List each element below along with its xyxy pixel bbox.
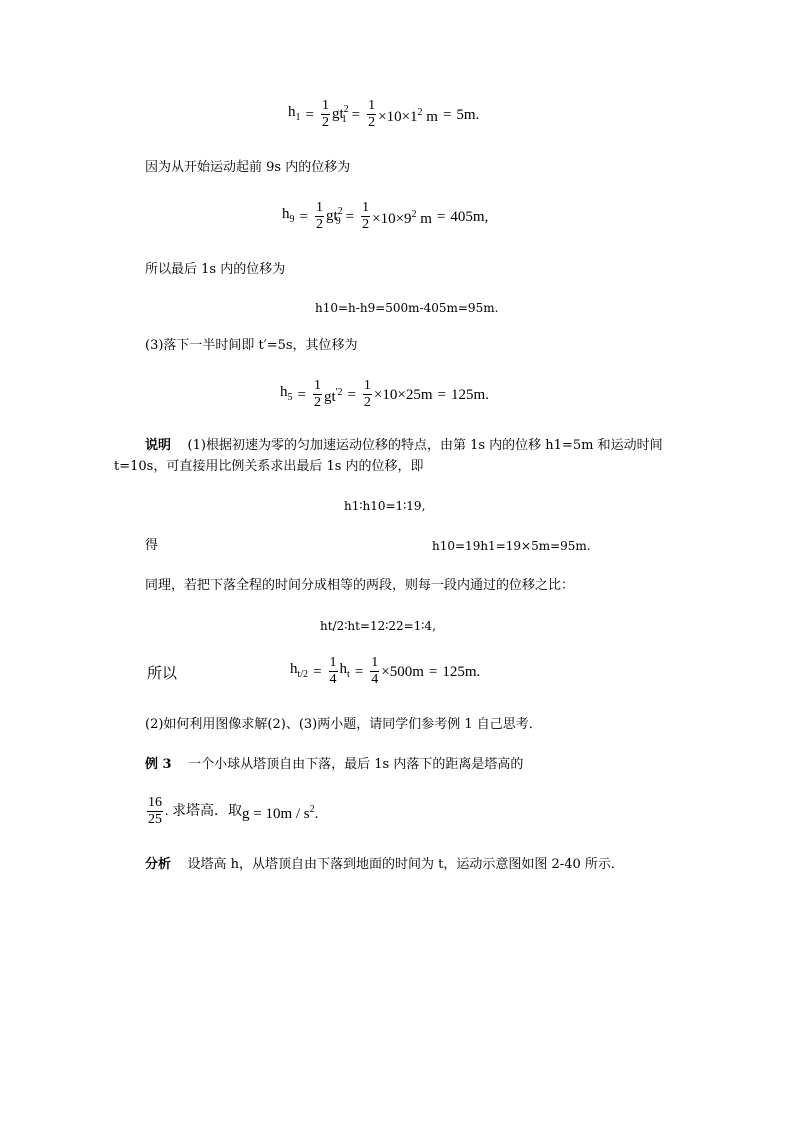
equation-h5 (280, 378, 489, 411)
fraction: $\frac{1}{2}$ (313, 378, 321, 410)
fraction: $\frac{1}{2}$ (362, 200, 370, 232)
ratio-ht: ht/2∶ht=12∶22=1∶4, (320, 619, 436, 633)
eq5-term: $h_t$ (339, 660, 350, 680)
equals-sign: = (297, 386, 306, 403)
eq4-mult: ×10×25m (373, 386, 433, 403)
fraction: $\frac{1}{2}$ (321, 98, 329, 130)
equation-h1 (288, 98, 479, 131)
equals-sign: = (428, 663, 438, 680)
fraction: $\frac{1}{4}$ (371, 655, 379, 687)
example-3-fraction-line (145, 795, 318, 828)
gravity-value: $g = 10m / s^2$. (242, 803, 319, 822)
equation-h10: h10=h-h9=500m-405m=95m. (315, 301, 499, 315)
fraction: $\frac{1}{2}$ (363, 378, 371, 410)
analysis-label: 分析 (145, 857, 172, 872)
eq1-lhs: $h_1$ (288, 103, 301, 123)
suoyi-label: 所以 (147, 664, 178, 682)
equals-sign: = (347, 386, 356, 403)
eq4-term: $gt^{'2}$ (323, 386, 343, 405)
eq2-mult: $\times 10\times 9^2$ m (372, 208, 432, 227)
analysis-line (145, 857, 624, 873)
paragraph-p3: (3)落下一半时间即 t′=5s，其位移为 (145, 338, 358, 353)
equation-h9 (282, 200, 488, 233)
ratio-h1-h10: h1∶h10=1∶19, (344, 499, 426, 513)
eq1-term: $gt^2_1$ (331, 103, 349, 125)
analysis-text: 设塔高 h，从塔顶自由下落到地面的时间为 t，运动示意图如图 2-40 所示． (187, 857, 624, 872)
fraction: $\frac{16}{25}$ (148, 795, 162, 827)
eq5-result: 125m. (442, 663, 481, 680)
equals-sign: = (436, 208, 446, 225)
note-line-1 (145, 438, 663, 454)
paragraph-p2: 所以最后 1s 内的位移为 (145, 262, 286, 277)
note-text-1: (1)根据初速为零的匀加速运动位移的特点，由第 1s 内的位移 h1=5m 和运动时间 (187, 438, 663, 453)
eq2-result: 405m, (450, 208, 489, 225)
equals-sign: = (313, 663, 322, 680)
equals-sign: = (442, 106, 452, 123)
eq1-result: 5m. (456, 106, 480, 123)
eq5-lhs: $h_{t/2}$ (290, 660, 309, 680)
ratio-result: h10=19h1=19×5m=95m. (432, 539, 591, 553)
eq2-lhs: $h_9$ (282, 205, 295, 225)
equals-sign: = (299, 208, 308, 225)
fraction: $\frac{1}{2}$ (315, 200, 323, 232)
equals-sign: = (437, 386, 446, 403)
eq2-term: $gt^2_9$ (325, 205, 343, 227)
fraction: $\frac{1}{2}$ (368, 98, 376, 130)
eq4-lhs: $h_5$ (280, 383, 293, 403)
eq1-mult: $\times 10\times 1^2$ m (378, 106, 438, 125)
eq4-result: 125m. (450, 386, 489, 403)
note-label: 说明 (145, 438, 172, 453)
example-3-label: 例 3 (145, 757, 172, 772)
paragraph-p1: 因为从开始运动起前 9s 内的位移为 (145, 160, 351, 175)
example-3-text2: . 求塔高．取 (165, 803, 242, 819)
equals-sign: = (345, 208, 355, 225)
note-line-2: t=10s，可直接用比例关系求出最后 1s 内的位移，即 (114, 459, 424, 474)
equation-ht2 (290, 655, 480, 688)
paragraph-p5: (2)如何利用图像求解(2)、(3)两小题，请同学们参考例 1 自己思考． (145, 717, 542, 732)
eq5-mult: ×500m (381, 663, 424, 680)
paragraph-p4: 同理，若把下落全程的时间分成相等的两段，则每一段内通过的位移之比： (145, 578, 575, 593)
equals-sign: = (354, 663, 364, 680)
de-label: 得 (145, 538, 159, 553)
equals-sign: = (351, 106, 361, 123)
example-3-text: 一个小球从塔顶自由下落，最后 1s 内落下的距离是塔高的 (188, 757, 524, 772)
example-3-line (145, 757, 523, 773)
fraction: $\frac{1}{4}$ (329, 655, 337, 687)
equals-sign: = (305, 106, 314, 123)
